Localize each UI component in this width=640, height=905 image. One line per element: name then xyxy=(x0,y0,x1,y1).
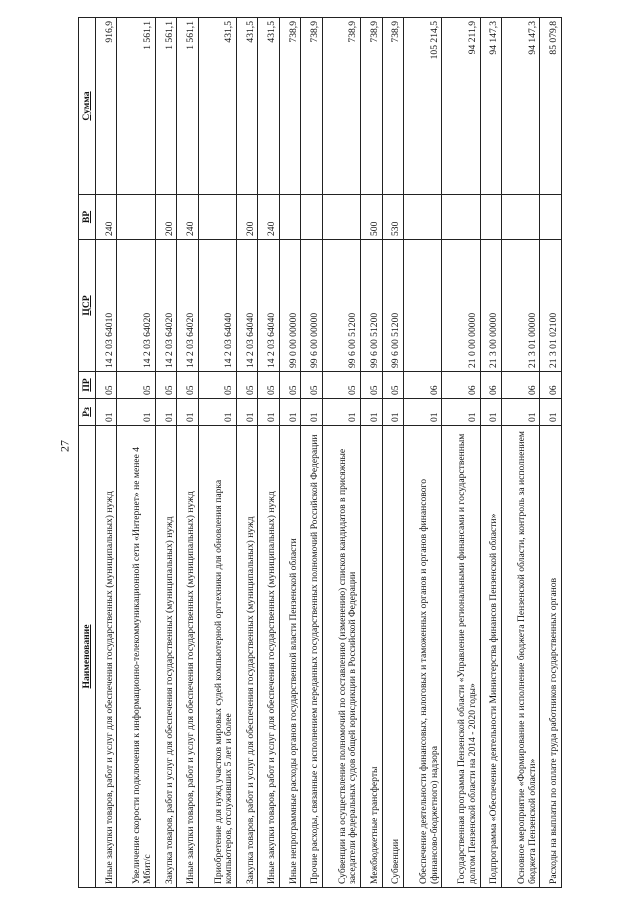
row-csr: 14 2 03 64040 xyxy=(198,240,236,372)
row-pr: 05 xyxy=(258,372,279,399)
table-row xyxy=(322,18,360,888)
row-vr xyxy=(480,195,501,240)
row-vr xyxy=(322,195,360,240)
row-name: Иные закупки товаров, работ и услуг для обеспечения государственных (муниципальных) нужд xyxy=(258,426,279,888)
row-sum: 738,9 xyxy=(382,18,403,195)
row-csr: 14 2 03 64020 xyxy=(177,240,198,372)
row-sum: 916,9 xyxy=(96,18,117,195)
row-name: Расходы на выплаты по оплате труда работников государственных органов xyxy=(540,426,562,888)
table-row xyxy=(117,18,155,888)
row-name: Обеспечение деятельности финансовых, налоговых и таможенных органов и органов финансового (финансово-бюджетного) надзора xyxy=(404,426,442,888)
row-sum: 431,5 xyxy=(198,18,236,195)
row-pr: 05 xyxy=(322,372,360,399)
table-row xyxy=(480,18,501,888)
table-row xyxy=(198,18,236,888)
table-row xyxy=(540,18,562,888)
row-sum: 105 214,5 xyxy=(404,18,442,195)
row-vr: 200 xyxy=(155,195,176,240)
table-row xyxy=(382,18,403,888)
row-name: Государственная программа Пензенской области «Управление региональными финансами и государственным долгом Пензенской области на 2014 - 2020 годы» xyxy=(442,426,480,888)
row-pr: 05 xyxy=(301,372,322,399)
row-pr: 05 xyxy=(236,372,257,399)
row-vr xyxy=(117,195,155,240)
row-name: Иные закупки товаров, работ и услуг для обеспечения государственных (муниципальных) нужд xyxy=(96,426,117,888)
row-csr: 14 2 03 64020 xyxy=(155,240,176,372)
row-pr: 05 xyxy=(177,372,198,399)
table-row xyxy=(258,18,279,888)
row-vr xyxy=(279,195,300,240)
table-row xyxy=(404,18,442,888)
table-row xyxy=(301,18,322,888)
header-vr: ВР xyxy=(79,195,96,240)
row-pr: 06 xyxy=(502,372,540,399)
row-vr: 500 xyxy=(361,195,382,240)
row-name: Закупка товаров, работ и услуг для обеспечения государственных (муниципальных) нужд xyxy=(236,426,257,888)
row-sum: 738,9 xyxy=(279,18,300,195)
budget-table xyxy=(78,17,562,888)
row-name: Субвенции на осуществление полномочий по составлению (изменению) списков кандидатов в присяжные заседатели федеральных судов общей юрисдикции в Российской Федерации xyxy=(322,426,360,888)
row-name: Иные закупки товаров, работ и услуг для обеспечения государственных (муниципальных) нужд xyxy=(177,426,198,888)
row-csr: 14 2 03 64020 xyxy=(117,240,155,372)
row-vr xyxy=(301,195,322,240)
row-vr: 200 xyxy=(236,195,257,240)
row-pr: 06 xyxy=(540,372,562,399)
row-vr xyxy=(540,195,562,240)
row-rz: 01 xyxy=(322,399,360,426)
table-row xyxy=(502,18,540,888)
table-row xyxy=(442,18,480,888)
row-sum: 94 211,9 xyxy=(442,18,480,195)
row-rz: 01 xyxy=(301,399,322,426)
row-rz: 01 xyxy=(96,399,117,426)
row-rz: 01 xyxy=(404,399,442,426)
row-csr: 21 3 01 02100 xyxy=(540,240,562,372)
row-name: Прочие расходы, связанные с исполнением переданных государственных полномочий Российской Федерации xyxy=(301,426,322,888)
row-pr: 05 xyxy=(361,372,382,399)
row-pr: 05 xyxy=(382,372,403,399)
table-row xyxy=(177,18,198,888)
table-row xyxy=(361,18,382,888)
row-rz: 01 xyxy=(198,399,236,426)
row-csr: 99 6 00 51200 xyxy=(322,240,360,372)
row-name: Закупка товаров, работ и услуг для обеспечения государственных (муниципальных) нужд xyxy=(155,426,176,888)
row-name: Подпрограмма «Обеспечение деятельности Министерства финансов Пензенской области» xyxy=(480,426,501,888)
row-csr: 21 3 01 00000 xyxy=(502,240,540,372)
header-pr: ПР xyxy=(79,372,96,399)
row-name: Иные непрограммные расходы органов государственной власти Пензенской области xyxy=(279,426,300,888)
header-sum: Сумма xyxy=(79,18,96,195)
row-rz: 01 xyxy=(361,399,382,426)
row-rz: 01 xyxy=(540,399,562,426)
row-vr xyxy=(198,195,236,240)
row-pr: 05 xyxy=(198,372,236,399)
row-rz: 01 xyxy=(279,399,300,426)
row-csr: 21 3 00 00000 xyxy=(480,240,501,372)
row-vr xyxy=(404,195,442,240)
row-sum: 738,9 xyxy=(301,18,322,195)
row-rz: 01 xyxy=(177,399,198,426)
row-sum: 1 561,1 xyxy=(117,18,155,195)
row-name: Приобретение для нужд участков мировых судей компьютерной оргтехники для обновления парка компьютеров, отслуживших 5 лет и более xyxy=(198,426,236,888)
row-sum: 431,5 xyxy=(236,18,257,195)
row-vr: 240 xyxy=(177,195,198,240)
row-pr: 05 xyxy=(279,372,300,399)
row-rz: 01 xyxy=(382,399,403,426)
table-row xyxy=(279,18,300,888)
row-csr: 99 6 00 51200 xyxy=(382,240,403,372)
row-rz: 01 xyxy=(155,399,176,426)
row-pr: 06 xyxy=(404,372,442,399)
row-pr: 06 xyxy=(442,372,480,399)
header-rz: Рз xyxy=(79,399,96,426)
row-name: Межбюджетные трансферты xyxy=(361,426,382,888)
table-header-row xyxy=(79,18,96,888)
row-csr: 14 2 03 64040 xyxy=(258,240,279,372)
row-vr: 240 xyxy=(96,195,117,240)
row-pr: 05 xyxy=(117,372,155,399)
row-sum: 431,5 xyxy=(258,18,279,195)
row-rz: 01 xyxy=(480,399,501,426)
table-row xyxy=(96,18,117,888)
row-sum: 94 147,3 xyxy=(480,18,501,195)
row-csr: 14 2 03 64040 xyxy=(236,240,257,372)
row-sum: 1 561,1 xyxy=(177,18,198,195)
row-csr: 14 2 03 64010 xyxy=(96,240,117,372)
row-sum: 738,9 xyxy=(322,18,360,195)
row-rz: 01 xyxy=(236,399,257,426)
row-sum: 94 147,3 xyxy=(502,18,540,195)
table-row xyxy=(236,18,257,888)
rotated-page-content xyxy=(78,18,562,888)
row-sum: 738,9 xyxy=(361,18,382,195)
row-pr: 05 xyxy=(155,372,176,399)
row-vr xyxy=(502,195,540,240)
header-csr: ЦСР xyxy=(79,240,96,372)
row-pr: 06 xyxy=(480,372,501,399)
row-rz: 01 xyxy=(258,399,279,426)
row-csr xyxy=(404,240,442,372)
row-name: Основное мероприятие «Формирование и исполнение бюджета Пензенской области, контроль за исполнением бюджета Пензенской области» xyxy=(502,426,540,888)
header-name: Наименование xyxy=(79,426,96,888)
row-csr: 99 6 00 00000 xyxy=(301,240,322,372)
row-pr: 05 xyxy=(96,372,117,399)
row-csr: 21 0 00 00000 xyxy=(442,240,480,372)
row-vr xyxy=(442,195,480,240)
row-vr: 530 xyxy=(382,195,403,240)
row-csr: 99 6 00 51200 xyxy=(361,240,382,372)
page-number: 27 xyxy=(57,440,72,452)
row-sum: 85 079,8 xyxy=(540,18,562,195)
row-vr: 240 xyxy=(258,195,279,240)
row-rz: 01 xyxy=(502,399,540,426)
row-name: Увеличение скорости подключения к информационно-телекоммуникационной сети «Интернет» не менее 4 Мбит/с xyxy=(117,426,155,888)
table-row xyxy=(155,18,176,888)
row-csr: 99 0 00 00000 xyxy=(279,240,300,372)
row-rz: 01 xyxy=(117,399,155,426)
row-sum: 1 561,1 xyxy=(155,18,176,195)
row-rz: 01 xyxy=(442,399,480,426)
row-name: Субвенции xyxy=(382,426,403,888)
